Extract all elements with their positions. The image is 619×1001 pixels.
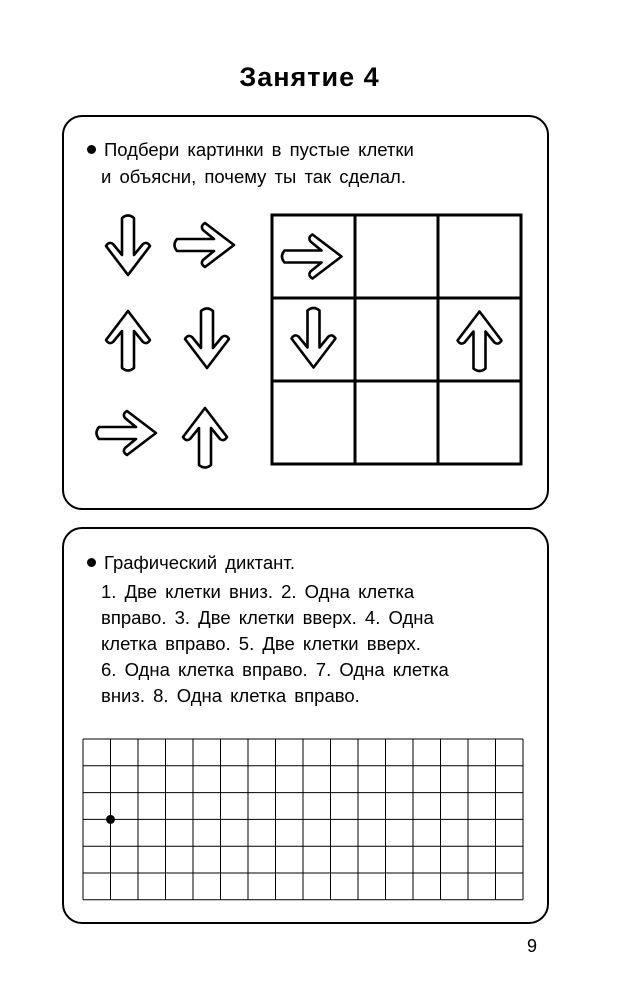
empty-cell[interactable] <box>357 383 436 462</box>
arrow-down-icon[interactable] <box>106 216 150 276</box>
dictation-grid <box>83 739 523 900</box>
empty-cell[interactable] <box>357 217 436 296</box>
page-number: 9 <box>527 936 538 956</box>
arrow-up-icon[interactable] <box>106 311 150 371</box>
lesson-title: Занятие 4 <box>239 62 380 92</box>
arrow-palette <box>97 216 235 468</box>
empty-cell[interactable] <box>440 217 519 296</box>
start-dot <box>106 815 115 824</box>
task1-instruction-line2: и объясни, почему ты так сделал. <box>101 166 406 187</box>
task2-title: Графический диктант. <box>104 552 295 573</box>
arrow-down-icon[interactable] <box>185 309 229 369</box>
dictation-line: вниз. 8. Одна клетка вправо. <box>101 685 360 706</box>
task1-instruction-line1: Подбери картинки в пустые клетки <box>104 139 414 160</box>
arrow-up-icon[interactable] <box>183 408 227 468</box>
dictation-line: 1. Две клетки вниз. 2. Одна клетка <box>101 581 415 602</box>
empty-cell[interactable] <box>357 300 436 379</box>
empty-cell[interactable] <box>274 383 353 462</box>
dictation-line: клетка вправо. 5. Две клетки вверх. <box>101 633 421 654</box>
arrow-right-icon[interactable] <box>175 223 235 267</box>
arrow-right-icon[interactable] <box>97 411 157 455</box>
dictation-line: вправо. 3. Две клетки вверх. 4. Одна <box>101 607 434 628</box>
dictation-line: 6. Одна клетка вправо. 7. Одна клетка <box>101 659 449 680</box>
empty-cell[interactable] <box>440 383 519 462</box>
answer-grid <box>272 215 521 464</box>
